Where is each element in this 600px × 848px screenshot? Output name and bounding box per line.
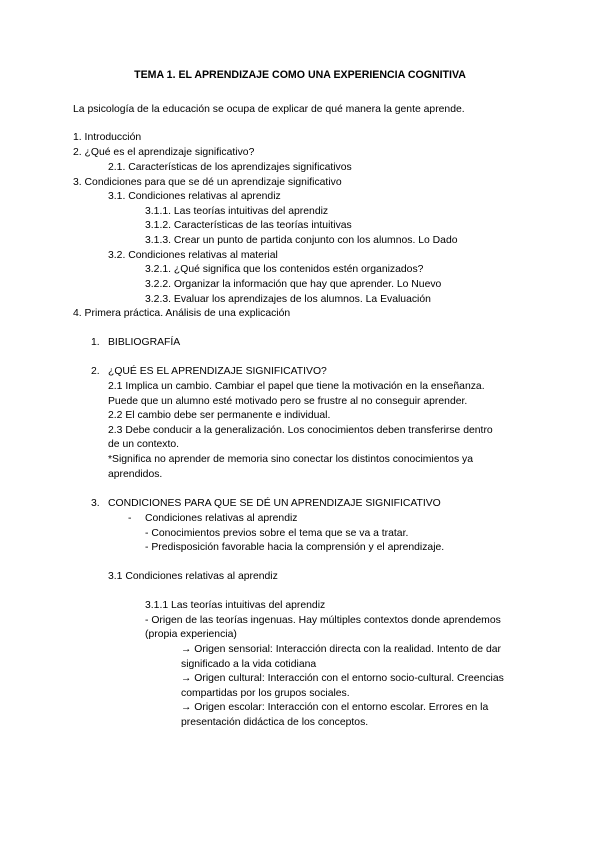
subsection-heading-3-1: 3.1 Condiciones relativas al aprendiz bbox=[108, 571, 278, 582]
toc-item: 2.1. Características de los aprendizajes significativos bbox=[108, 162, 352, 173]
document-title: TEMA 1. EL APRENDIZAJE COMO UNA EXPERIENCIA COGNITIVA bbox=[134, 69, 466, 81]
toc-item: 3.1.1. Las teorías intuitivas del aprendiz bbox=[145, 206, 329, 217]
paragraph-line: aprendidos. bbox=[108, 469, 163, 480]
toc-item: 3.2.1. ¿Qué significa que los contenidos estén organizados? bbox=[145, 264, 424, 275]
list-dash: - bbox=[128, 513, 132, 524]
paragraph-line: 2.2 El cambio debe ser permanente e individual. bbox=[108, 410, 331, 421]
paragraph-line: de un contexto. bbox=[108, 439, 180, 450]
origin-line: presentación didáctica de los conceptos. bbox=[181, 717, 369, 728]
toc-item: 3.2.2. Organizar la información que hay que aprender. Lo Nuevo bbox=[145, 279, 442, 290]
origin-line: compartidas por los grupos sociales. bbox=[181, 688, 350, 699]
toc-item: 3.2.3. Evaluar los aprendizajes de los alumnos. La Evaluación bbox=[145, 294, 431, 305]
origin-line: significado a la vida cotidiana bbox=[181, 659, 317, 670]
section-number: 3. bbox=[91, 498, 100, 509]
section-number: 2. bbox=[91, 366, 100, 377]
section-heading-aprendizaje-significativo: ¿QUÉ ES EL APRENDIZAJE SIGNIFICATIVO? bbox=[108, 366, 327, 377]
toc-item: 3.1.3. Crear un punto de partida conjunto con los alumnos. Lo Dado bbox=[145, 235, 458, 246]
origin-line: → Origen escolar: Interacción con el entorno escolar. Errores en la bbox=[181, 702, 489, 713]
toc-item: 3. Condiciones para que se dé un aprendizaje significativo bbox=[73, 177, 342, 188]
toc-item: 4. Primera práctica. Análisis de una explicación bbox=[73, 308, 291, 319]
origin-line: → Origen cultural: Interacción con el entorno socio-cultural. Creencias bbox=[181, 673, 504, 684]
paragraph-line: - Origen de las teorías ingenuas. Hay múltiples contextos donde aprendemos bbox=[145, 615, 501, 626]
toc-item: 3.1. Condiciones relativas al aprendiz bbox=[108, 191, 281, 202]
subsection-heading-3-1-1: 3.1.1 Las teorías intuitivas del aprendiz bbox=[145, 600, 326, 611]
section-number: 1. bbox=[91, 337, 100, 348]
paragraph-line: *Significa no aprender de memoria sino conectar los distintos conocimientos ya bbox=[108, 454, 474, 465]
toc-item: 1. Introducción bbox=[73, 132, 142, 143]
subsection-label: Condiciones relativas al aprendiz bbox=[145, 513, 298, 524]
origin-line: → Origen sensorial: Interacción directa con la realidad. Intento de dar bbox=[181, 644, 501, 655]
paragraph-line: 2.1 Implica un cambio. Cambiar el papel que tiene la motivación en la enseñanza. bbox=[108, 381, 485, 392]
paragraph-line: Puede que un alumno esté motivado pero se frustre al no conseguir aprender. bbox=[108, 396, 468, 407]
paragraph-line: (propia experiencia) bbox=[145, 629, 237, 640]
section-heading-condiciones: CONDICIONES PARA QUE SE DÉ UN APRENDIZAJE SIGNIFICATIVO bbox=[108, 498, 441, 509]
toc-item: 3.1.2. Características de las teorías intuitivas bbox=[145, 220, 352, 231]
list-item: - Predisposición favorable hacia la comprensión y el aprendizaje. bbox=[145, 542, 445, 553]
list-item: - Conocimientos previos sobre el tema que se va a tratar. bbox=[145, 528, 409, 539]
paragraph-line: 2.3 Debe conducir a la generalización. Los conocimientos deben transferirse dentro bbox=[108, 425, 493, 436]
toc-item: 3.2. Condiciones relativas al material bbox=[108, 250, 278, 261]
intro-text: La psicología de la educación se ocupa de explicar de qué manera la gente aprende. bbox=[73, 104, 465, 115]
toc-item: 2. ¿Qué es el aprendizaje significativo? bbox=[73, 147, 255, 158]
section-heading-bibliografia: BIBLIOGRAFÍA bbox=[108, 337, 181, 348]
